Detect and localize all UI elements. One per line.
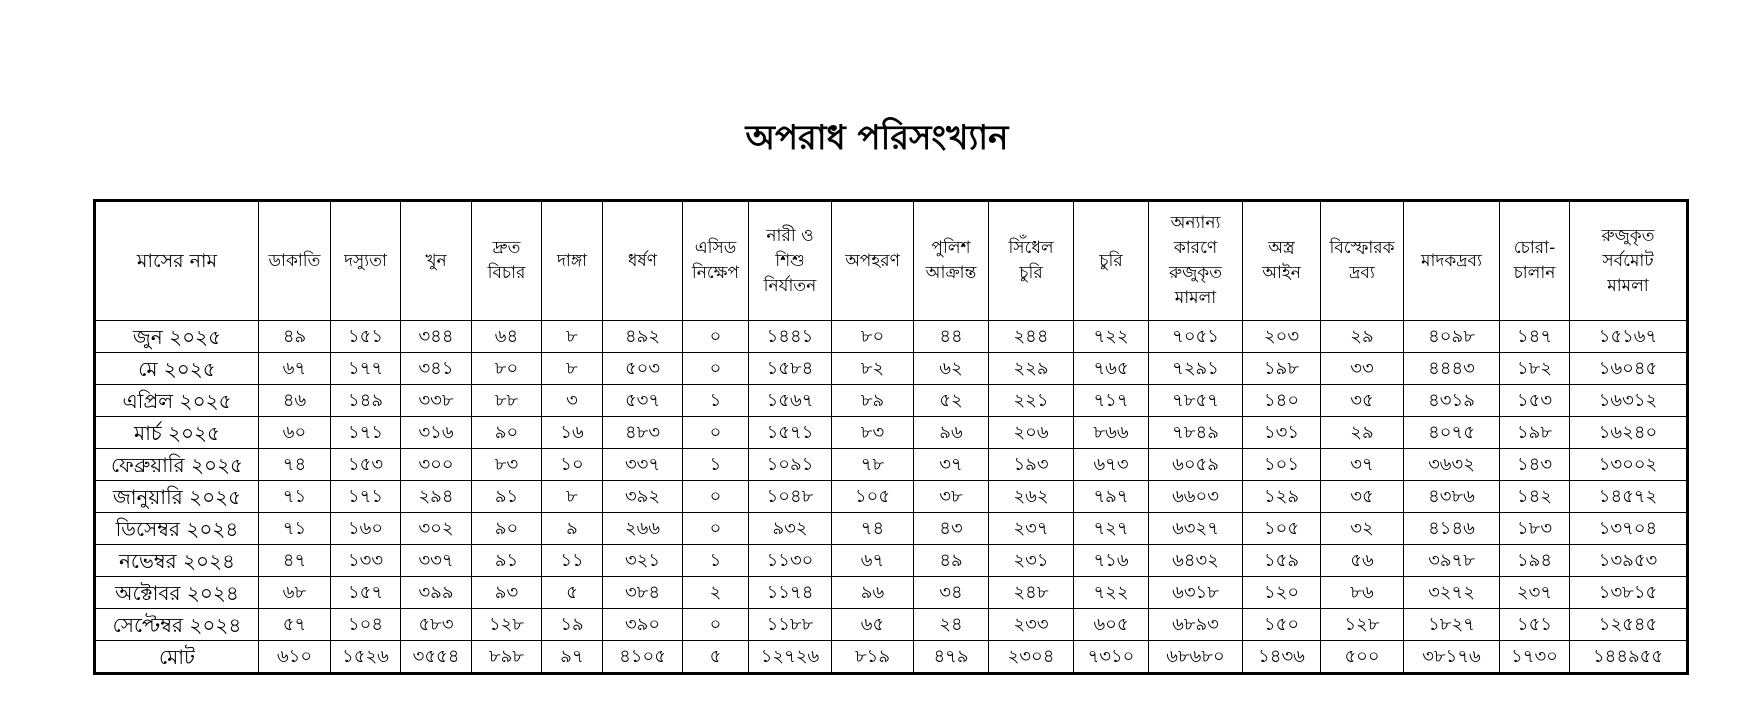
table-cell: ১৯৮ [1500,417,1570,449]
table-cell: ৮২ [832,353,914,385]
table-cell: ৬৭৩ [1074,449,1149,481]
table-cell: ৬৫ [832,609,914,641]
table-cell: ১৪৩ [1500,449,1570,481]
month-cell: মোট [95,641,259,674]
table-cell: ৮০ [472,353,542,385]
table-cell: ১১৭৪ [749,577,832,609]
table-body [95,321,1688,674]
month-cell: সেপ্টেম্বর ২০২৪ [95,609,259,641]
table-cell: ৫২ [914,385,989,417]
table-cell: ১২৮ [472,609,542,641]
month-cell: নভেম্বর ২০২৪ [95,545,259,577]
table-cell: ১৫১৬৭ [1570,321,1688,353]
column-header-total-cases: রুজুকৃত সর্বমোট মামলা [1570,201,1688,321]
table-total-row [95,641,1688,674]
table-cell: ১৬ [542,417,603,449]
table-cell: ৭৪ [259,449,331,481]
table-cell: ১৬০৪৫ [1570,353,1688,385]
table-cell: ১০৯১ [749,449,832,481]
table-cell: ৮৯৮ [472,641,542,674]
table-cell: ৭৬৫ [1074,353,1149,385]
table-cell: ১৩৮১৫ [1570,577,1688,609]
table-cell: ২৩৭ [1500,577,1570,609]
table-cell: ৫ [542,577,603,609]
table-cell: ৯৬ [832,577,914,609]
table-cell: ৩৪ [914,577,989,609]
table-cell: ৬৩২৭ [1149,513,1243,545]
table-cell: ৯৩ [472,577,542,609]
table-cell: ৭৮৪৯ [1149,417,1243,449]
table-cell: ১২৭২৬ [749,641,832,674]
table-cell: ২৯ [1321,321,1404,353]
table-cell: ৮৩ [472,449,542,481]
table-cell: ১৪৩৬ [1243,641,1321,674]
table-cell: ৩৯৭৮ [1404,545,1500,577]
month-cell: এপ্রিল ২০২৫ [95,385,259,417]
table-cell: ৩৭ [914,449,989,481]
table-cell: ৭২৭ [1074,513,1149,545]
table-cell: ৭৮৫৭ [1149,385,1243,417]
table-cell: ৬৪ [472,321,542,353]
column-header-theft: চুরি [1074,201,1149,321]
table-cell: ০ [683,321,749,353]
table-cell: ১৯ [542,609,603,641]
month-cell: অক্টোবর ২০২৪ [95,577,259,609]
table-cell: ০ [683,417,749,449]
table-cell: ৬৩১৮ [1149,577,1243,609]
table-cell: ১৫০ [1243,609,1321,641]
table-cell: ৫৬ [1321,545,1404,577]
table-cell: ৩১৬ [401,417,472,449]
table-cell: ৩৩ [1321,353,1404,385]
table-cell: ২০৬ [989,417,1074,449]
table-cell: ২২১ [989,385,1074,417]
table-cell: ৯১ [472,481,542,513]
table-cell: ৬৬০৩ [1149,481,1243,513]
table-cell: ১ [683,449,749,481]
month-cell: ফেব্রুয়ারি ২০২৫ [95,449,259,481]
table-row [95,321,1688,353]
table-cell: ৭৯৭ [1074,481,1149,513]
table-cell: ১০৪৮ [749,481,832,513]
table-cell: ৩৫৫৪ [401,641,472,674]
table-cell: ৬৭ [832,545,914,577]
table-cell: ৭১৬ [1074,545,1149,577]
table-cell: ০ [683,609,749,641]
table-cell: ১৮২ [1500,353,1570,385]
column-header-kidnapping: অপহরণ [832,201,914,321]
table-cell: ২৩০৪ [989,641,1074,674]
table-cell: ৭০৫১ [1149,321,1243,353]
table-cell: ৪৯২ [603,321,683,353]
column-header-dacoity: ডাকাতি [259,201,331,321]
table-cell: ১২৫৪৫ [1570,609,1688,641]
table-cell: ৩৫ [1321,481,1404,513]
header-row [95,201,1688,321]
table-cell: ৪৭ [259,545,331,577]
table-cell: ১৫৮৪ [749,353,832,385]
table-cell: ৩৪১ [401,353,472,385]
table-cell: ১০৪ [331,609,401,641]
table-cell: ৪৩ [914,513,989,545]
table-cell: ১৩৩ [331,545,401,577]
table-cell: ৯০ [472,513,542,545]
table-cell: ১১৮৮ [749,609,832,641]
table-cell: ১৭১ [331,481,401,513]
table-cell: ১৪৪১ [749,321,832,353]
table-cell: ১৫১ [331,321,401,353]
table-cell: ৮ [542,481,603,513]
table-cell: ৬০৫ [1074,609,1149,641]
table-cell: ১৬২৪০ [1570,417,1688,449]
table-cell: ৩৩৭ [401,545,472,577]
table-cell: ৩২১ [603,545,683,577]
table-cell: ১২৮ [1321,609,1404,641]
month-cell: মার্চ ২০২৫ [95,417,259,449]
table-cell: ২৬৬ [603,513,683,545]
table-cell: ১৫৯ [1243,545,1321,577]
table-cell: ১১৩০ [749,545,832,577]
table-cell: ২ [683,577,749,609]
table-row [95,609,1688,641]
table-cell: ৩০২ [401,513,472,545]
column-header-women-child-abuse: নারী ও শিশু নির্যাতন [749,201,832,321]
table-cell: ০ [683,513,749,545]
table-cell: ৪৪ [914,321,989,353]
table-cell: ২৩৩ [989,609,1074,641]
table-cell: ১২০ [1243,577,1321,609]
column-header-rape: ধর্ষণ [603,201,683,321]
table-cell: ১৭৩০ [1500,641,1570,674]
table-cell: ৩৮ [914,481,989,513]
column-header-other-cases: অন্যান্য কারণে রুজুকৃত মামলা [1149,201,1243,321]
table-cell: ৫ [683,641,749,674]
table-cell: ৯ [542,513,603,545]
table-cell: ৮ [542,353,603,385]
table-cell: ৩৮১৭৬ [1404,641,1500,674]
table-cell: ৩৩৮ [401,385,472,417]
table-cell: ৬০ [259,417,331,449]
table-cell: ৩৬৩২ [1404,449,1500,481]
table-cell: ২৯৪ [401,481,472,513]
table-cell: ২৯ [1321,417,1404,449]
table-cell: ৯১ [472,545,542,577]
table-row [95,545,1688,577]
table-cell: ০ [683,353,749,385]
table-cell: ৩৮৪ [603,577,683,609]
table-cell: ১৩১ [1243,417,1321,449]
table-cell: ৩০০ [401,449,472,481]
table-cell: ১২৯ [1243,481,1321,513]
column-header-acid-attack: এসিড নিক্ষেপ [683,201,749,321]
table-cell: ৮৬৬ [1074,417,1149,449]
table-cell: ৬৭ [259,353,331,385]
column-header-smuggling: চোরা- চালান [1500,201,1570,321]
table-row [95,481,1688,513]
table-cell: ৪০৭৫ [1404,417,1500,449]
table-cell: ৯০ [472,417,542,449]
table-cell: ১৫৩ [331,449,401,481]
table-cell: ৮৮ [472,385,542,417]
table-header [95,201,1688,321]
table-cell: ৫০৩ [603,353,683,385]
table-cell: ৪১০৫ [603,641,683,674]
table-cell: ২২৯ [989,353,1074,385]
table-cell: ৩২৭২ [1404,577,1500,609]
table-cell: ৬৮৬৮০ [1149,641,1243,674]
table-cell: ২৪৪ [989,321,1074,353]
table-cell: ১৫১ [1500,609,1570,641]
table-cell: ৩৪৪ [401,321,472,353]
table-cell: ৮১৯ [832,641,914,674]
table-cell: ১৫৭ [331,577,401,609]
table-cell: ০ [683,481,749,513]
table-cell: ৭১৭ [1074,385,1149,417]
table-cell: ১০৫ [1243,513,1321,545]
table-cell: ৪৯ [259,321,331,353]
table-cell: ৩২ [1321,513,1404,545]
table-cell: ১৪২ [1500,481,1570,513]
table-cell: ৪০৯৮ [1404,321,1500,353]
table-cell: ৩৯০ [603,609,683,641]
table-cell: ১৪০ [1243,385,1321,417]
table-cell: ১৩৭০৪ [1570,513,1688,545]
month-cell: জুন ২০২৫ [95,321,259,353]
table-cell: ৮৬ [1321,577,1404,609]
table-cell: ৪৭৯ [914,641,989,674]
table-cell: ২৩৭ [989,513,1074,545]
table-cell: ১৪৫৭২ [1570,481,1688,513]
table-row [95,513,1688,545]
table-cell: ২৪৮ [989,577,1074,609]
table-cell: ১০১ [1243,449,1321,481]
table-cell: ৩ [542,385,603,417]
table-cell: ১৬৩১২ [1570,385,1688,417]
table-cell: ৪৪৪৩ [1404,353,1500,385]
table-cell: ৯৩২ [749,513,832,545]
table-cell: ১০ [542,449,603,481]
table-cell: ৭৮ [832,449,914,481]
table-cell: ৩৯৯ [401,577,472,609]
table-cell: ৫৮৩ [401,609,472,641]
month-cell: জানুয়ারি ২০২৫ [95,481,259,513]
table-cell: ২৪ [914,609,989,641]
table-cell: ৬৮৯৩ [1149,609,1243,641]
page-title: অপরাধ পরিসংখ্যান [745,118,1009,158]
table-cell: ৪৬ [259,385,331,417]
table-cell: ৫৩৭ [603,385,683,417]
table-cell: ১০৫ [832,481,914,513]
table-cell: ১৯৮ [1243,353,1321,385]
table-cell: ৪৩৮৬ [1404,481,1500,513]
crime-statistics-table [93,199,1689,675]
table-cell: ২৩১ [989,545,1074,577]
table-cell: ৪৮৩ [603,417,683,449]
table-cell: ১৪৪৯৫৫ [1570,641,1688,674]
table-cell: ৭২২ [1074,577,1149,609]
table-cell: ৬০৫৯ [1149,449,1243,481]
table-cell: ৯৭ [542,641,603,674]
table-cell: ১ [683,545,749,577]
table-cell: ১৪৭ [1500,321,1570,353]
table-cell: ৪৩১৯ [1404,385,1500,417]
table-cell: ৭২৯১ [1149,353,1243,385]
table-cell: ৮০ [832,321,914,353]
table-cell: ১৯৪ [1500,545,1570,577]
table-cell: ১৭১ [331,417,401,449]
table-cell: ১৫৬৭ [749,385,832,417]
table-cell: ৬৮ [259,577,331,609]
table-cell: ১৩৯৫৩ [1570,545,1688,577]
table-cell: ৩৯২ [603,481,683,513]
table-cell: ১৪৯ [331,385,401,417]
table-cell: ৭১ [259,481,331,513]
table-cell: ২৬২ [989,481,1074,513]
table-cell: ৩৫ [1321,385,1404,417]
table-cell: ১৫৩ [1500,385,1570,417]
column-header-police-assault: পুলিশ আক্রান্ত [914,201,989,321]
table-row [95,449,1688,481]
table-cell: ১৯৩ [989,449,1074,481]
table-row [95,577,1688,609]
table-cell: ৩৭ [1321,449,1404,481]
month-cell: ডিসেম্বর ২০২৪ [95,513,259,545]
table-cell: ১৫২৬ [331,641,401,674]
table-cell: ১৮২৭ [1404,609,1500,641]
column-header-murder: খুন [401,201,472,321]
table-cell: ৯৬ [914,417,989,449]
table-cell: ৫৭ [259,609,331,641]
table-cell: ৫০০ [1321,641,1404,674]
table-row [95,353,1688,385]
column-header-riot: দাঙ্গা [542,201,603,321]
column-header-arms-act: অস্ত্র আইন [1243,201,1321,321]
table-cell: ৬১০ [259,641,331,674]
table-cell: ৪৯ [914,545,989,577]
table-cell: ১৬০ [331,513,401,545]
table-cell: ৬২ [914,353,989,385]
column-header-burglary: সিঁধেল চুরি [989,201,1074,321]
table-cell: ৭১ [259,513,331,545]
table-cell: ২০৩ [1243,321,1321,353]
column-header-month: মাসের নাম [95,201,259,321]
column-header-narcotics: মাদকদ্রব্য [1404,201,1500,321]
table-cell: ৩৩৭ [603,449,683,481]
table-cell: ৬৪৩২ [1149,545,1243,577]
table-cell: ৪১৪৬ [1404,513,1500,545]
table-row [95,385,1688,417]
table-cell: ১৫৭১ [749,417,832,449]
column-header-robbery: দস্যুতা [331,201,401,321]
table-cell: ৮৯ [832,385,914,417]
table-cell: ১৭৭ [331,353,401,385]
table-cell: ৮ [542,321,603,353]
table-cell: ৭২২ [1074,321,1149,353]
table-cell: ১৮৩ [1500,513,1570,545]
table-cell: ৭৩১০ [1074,641,1149,674]
table-cell: ৭৪ [832,513,914,545]
table-row [95,417,1688,449]
month-cell: মে ২০২৫ [95,353,259,385]
table-cell: ৮৩ [832,417,914,449]
column-header-explosives: বিস্ফোরক দ্রব্য [1321,201,1404,321]
column-header-speedy-trial: দ্রুত বিচার [472,201,542,321]
table-cell: ১ [683,385,749,417]
table-cell: ১১ [542,545,603,577]
table-cell: ১৩০০২ [1570,449,1688,481]
